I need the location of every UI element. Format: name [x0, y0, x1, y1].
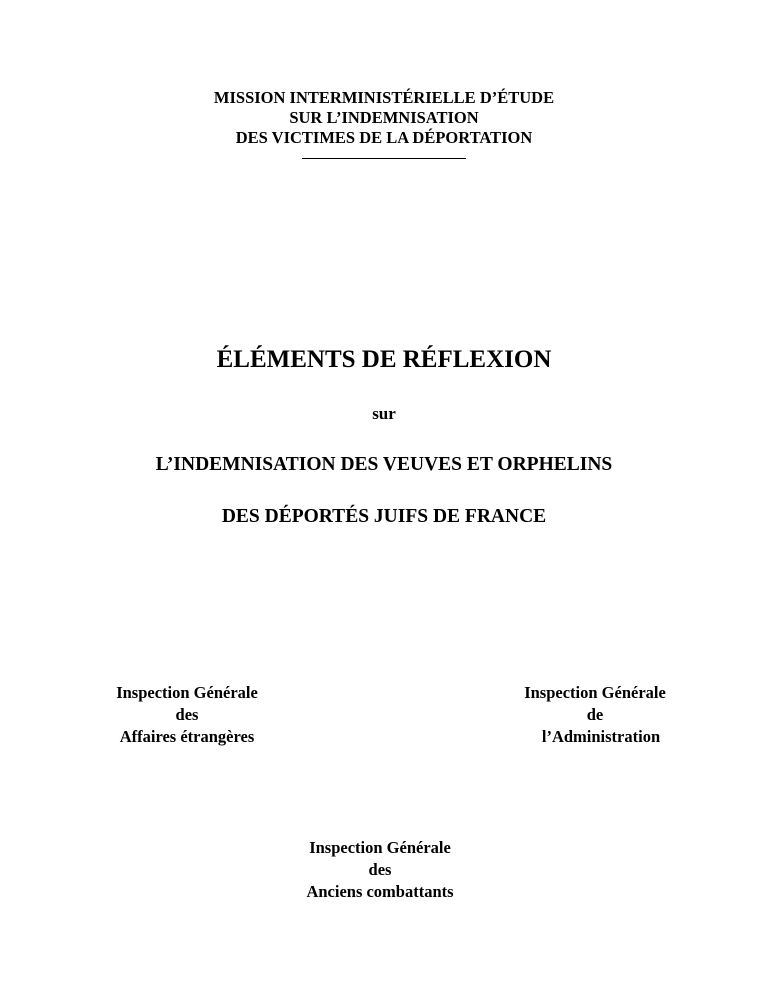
signatory-left-line-3: Affaires étrangères	[119, 727, 255, 746]
title-connector: sur	[372, 404, 396, 423]
document-title: ÉLÉMENTS DE RÉFLEXION	[216, 346, 552, 373]
mission-header-line-3: DES VICTIMES DE LA DÉPORTATION	[235, 128, 533, 147]
signatory-center-line-3: Anciens combattants	[306, 882, 454, 901]
document-subtitle-line-2: DES DÉPORTÉS JUIFS DE FRANCE	[221, 506, 547, 527]
header-divider	[302, 158, 466, 159]
signatory-right-line-3: l’Administration	[541, 727, 661, 746]
document-subtitle-line-1: L’INDEMNISATION DES VEUVES ET ORPHELINS	[155, 454, 613, 475]
signatory-right-line-1: Inspection Générale	[524, 683, 666, 702]
signatory-left-line-2: des	[175, 705, 199, 724]
signatory-left-line-1: Inspection Générale	[116, 683, 258, 702]
signatory-administration	[510, 682, 680, 748]
signatory-anciens-combattants	[280, 837, 480, 903]
signatory-center-line-2: des	[368, 860, 392, 879]
mission-header	[0, 88, 768, 159]
mission-header-line-1: MISSION INTERMINISTÉRIELLE D’ÉTUDE	[213, 88, 555, 107]
signatory-right-line-2: de	[586, 705, 604, 724]
signatory-center-line-1: Inspection Générale	[309, 838, 451, 857]
mission-header-line-2: SUR L’INDEMNISATION	[289, 108, 479, 127]
signatory-affaires-etrangeres	[92, 682, 282, 748]
